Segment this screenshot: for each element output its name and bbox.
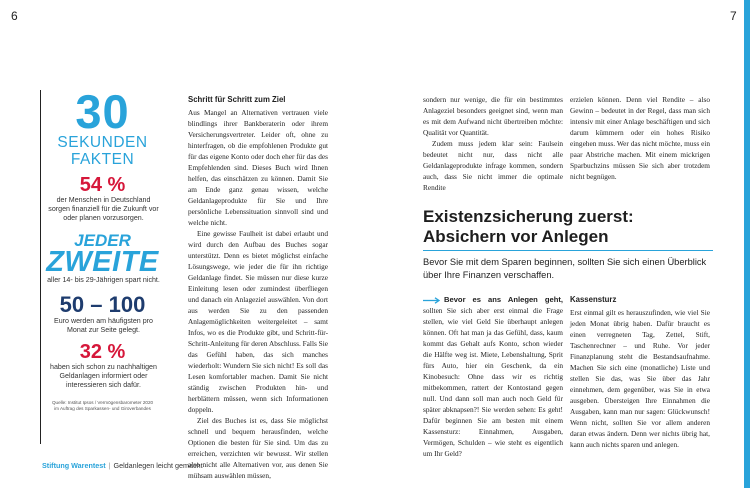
col2-paragraph-1: sondern nur wenige, die für ein bestimmtes Anlageziel besonders geeignet sind, wenn man es mit dem Aufwand nicht übertreiben möchte: Qualität vor Quantität. — [423, 95, 563, 137]
section-heading-kassensturz: Kassensturz — [570, 295, 617, 304]
col1-paragraph-1: Aus Mangel an Alternativen vertrauen viele blindlings ihrer Bankberaterin oder ihrem Versicherungsvertreter. Leider oft, ohne zu hinterfragen, ob die empfohlenen Produkte gut für das eigene Konto oder doch eher für das des Empfehlenden sind. Dieses Buch wird Ihnen helfen, das einschätzen zu können. Damit Sie am Ende ganz genau wissen, welche Geldanlageprodukte für Sie und Ihre persönliche Lebenssituation sinnvoll sind und welche nicht. — [188, 108, 328, 227]
facts-sidebar — [40, 85, 164, 444]
col3-paragraph-1: erzielen können. Denn viel Rendite – also Gewinn – bedeutet in der Regel, dass man sich intensiv mit einer Anlage beschäftigen und sich darum kümmern oder ein hohes Risiko eingehen muss. Wer das nicht möchte, muss ein paar Abstriche machen. Mit einem mickrigen Sparbuchzins müssen Sie sich aber trotzdem nicht begnügen. — [570, 95, 710, 181]
fact2-text: aller 14- bis 29-Jährigen spart nicht. — [47, 276, 160, 284]
fact4-text: haben sich schon zu nachhaltigen Geldanlagen informiert oder interessieren sich dafür. — [50, 363, 157, 389]
fact4-number: 32 % — [79, 341, 126, 363]
edge-color-bar — [744, 0, 750, 488]
col2-paragraph-2: Zudem muss jedem klar sein: Faulsein bedeutet nicht nur, dass nicht alle Geldanlageprodukte infrage kommen, sondern auch, dass Sie nicht immer die optimale Rendite — [423, 139, 563, 192]
column-2 — [423, 94, 563, 193]
col1-paragraph-2: Eine gewisse Faulheit ist dabei erlaubt und wird durch den Aufbau des Buches sogar unterstützt. Denn es bietet möglichst einfache Lösungswege, wie jeder die für ihn richtige Geldanlage findet. Sie müssen nur diese kurze Einleitung lesen oder zumindest überfliegen und danach ein Anlageziel auswählen. Von dort aus werden Sie zu den passenden Anlagemöglichkeiten weitergeleitet – samt Infos, wo es die Produkte gibt, und Schritt-für-Schritt-Anleitung für deren Abschluss. Falls Sie das Gefühl haben, das sich manches wiederholt: Wundern Sie sich nicht! Es soll das Lesen komfortabler machen. Damit Sie nicht ständig zwischen Produkten hin- und herblättern müssen, wenn sich Informationen doppeln. — [188, 229, 328, 414]
facts-title-line2: FAKTEN — [70, 151, 135, 168]
facts-source: Quelle: Institut Ipsos / Vermögensbarometer 2020 im Auftrag des Sparkassen- und Giroverbandes — [51, 400, 154, 411]
footer-separator: | — [108, 461, 111, 470]
lead-paragraph: Bevor Sie mit dem Sparen beginnen, sollten Sie sich einen Überblick über Ihre Finanzen verschaffen. — [423, 257, 707, 280]
headline-divider — [423, 250, 713, 251]
fact1-text: der Menschen in Deutschland sorgen finanziell für die Zukunft vor oder planen vorzusorgen. — [48, 196, 159, 222]
facts-title-number: 30 — [75, 85, 130, 138]
section-heading-schritt: Schritt für Schritt zum Ziel — [188, 95, 286, 104]
facts-title-line1: SEKUNDEN — [57, 134, 148, 151]
arrow-right-icon — [423, 297, 441, 304]
column-5 — [570, 294, 710, 450]
fact1-number: 54 % — [79, 174, 126, 196]
column-3 — [570, 94, 710, 182]
page-number-right: 7 — [730, 9, 737, 23]
fact3-number: 50 – 100 — [59, 292, 146, 317]
column-4 — [423, 294, 563, 459]
footer-brand: Stiftung Warentest — [42, 461, 106, 470]
page-number-left: 6 — [11, 9, 18, 23]
col1-paragraph-3: Ziel des Buches ist es, dass Sie möglichst schnell und bequem herausfinden, welche Optionen die besten für Sie sind. Um das zu erreichen, verzichten wir bewusst. Wir stellen also nicht alle Alternativen vor, aus denen Sie mühsam auswählen müssen, — [188, 416, 328, 480]
section-headline — [423, 207, 713, 247]
fact3-text: Euro werden am häufigsten pro Monat zur Seite gelegt. — [54, 317, 153, 334]
column-1 — [188, 94, 328, 481]
fact2-zweite: ZWEITE — [46, 246, 159, 278]
col5-paragraph-1: Erst einmal gilt es herauszufinden, wie viel Sie jeden Monat übrig haben. Dafür braucht es einen verregneten Tag, Zettel, Stift, Taschenrechner – und Ruhe. Vor jeder Finanzplanung steht die Bestandsaufnahme. Machen Sie sich eine (monatliche) Liste und stellen Sie das, was Sie über das Jahr einnehmen, dem gegenüber, was Sie in etwa ausgeben. Übersteigen Ihre Einnahmen die Ausgaben, kann man nur sagen: Glückwunsch! Wenn nicht, sollten Sie vor allem anderen daran etwas ändern. Denn wer nichts übrig hat, kann auch nichts sparen und anlegen. — [570, 308, 710, 449]
runin-heading: Bevor es ans Anlegen geht, — [444, 295, 563, 304]
headline-line-1: Existenzsicherung zuerst: — [423, 207, 634, 226]
col4-paragraph-1: sollten Sie sich aber erst einmal die Frage stellen, wie viel Geld Sie überhaupt anlegen können. Oft hat man ja das Gefühl, dass, kaum kommt das Gehalt aufs Konto, schon wieder die Hälfte weg ist. Miete, Lebenshaltung, Sprit fürs Auto, hier ein Geschenk, da ein Kinobesuch: Ohne dass wir es richtig mitbekommen, rattert der Kontostand gegen null. Und dann soll man auch noch Geld für später abknapsen?! Sie werden sehen: Es geht! Dafür beginnen Sie am besten mit einem Kassensturz: Einnahmen, Ausgaben, Vermögen, Schulden – wie steht es eigentlich um Ihr Geld? — [423, 306, 563, 458]
headline-line-2: Absichern vor Anlegen — [423, 227, 609, 246]
footer-title: Geldanlegen leicht gemacht — [113, 461, 203, 470]
page-footer — [42, 461, 203, 470]
fact2-jeder: JEDER — [74, 231, 131, 250]
